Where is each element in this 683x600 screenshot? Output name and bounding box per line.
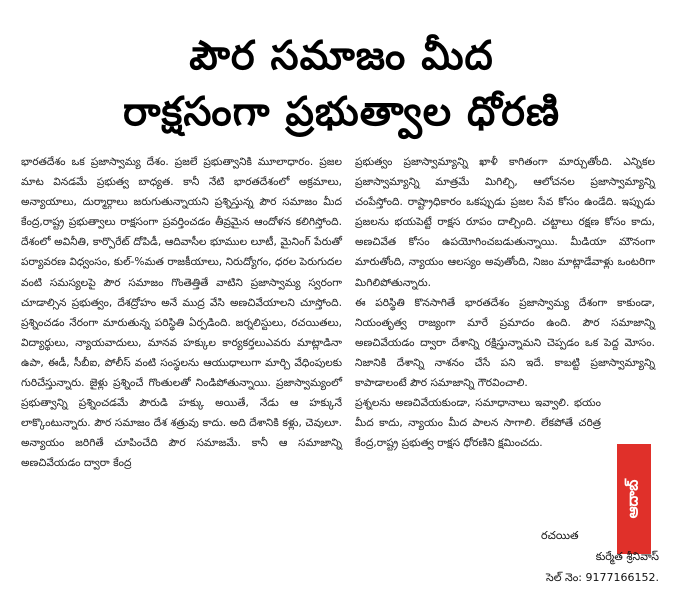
right-column-paragraph-3: ప్రశ్నలను అణచివేయకుండా, సమాధానాలు ఇవ్వాలి. భయం మీద కాదు, న్యాయం మీద పాలన సాగాలి. లేకపోతే చరిత్ర కేంద్ర,రాష్ట్ర ప్రభుత్వ రాక్షస ధోరణిని క్షమించదు. (355, 397, 601, 450)
author-phone: సెల్ నెం: 9177166152. (545, 571, 659, 584)
article-right-column (355, 152, 655, 453)
left-column-text: భారతదేశం ఒక ప్రజాస్వామ్య దేశం. ప్రజలే ప్రభుత్వానికి మూలాధారం. ప్రజల మాట వినడమే ప్రభుత్వ బాధ్యత. కానీ నేటి భారతదేశంలో అక్రమాలు, అన్యాయాలు, దుర్మార్గాలు జరుగుతున్నాయని ప్రశ్నిస్తున్న పౌర సమాజం మీద కేంద్ర,రాష్ట్ర ప్రభుత్వాలు రాక్షసంగా ప్రవర్తించడం తీవ్రమైన ఆందోళన కలిగిస్తోంది. దేశంలో అవినీతి, కార్పొరేట్ దోపిడీ, ఆదివాసీల భూముల లూటీ, మైనింగ్ పేరుతో పర్యావరణ విధ్వంసం, కుల్‌-%మత రాజకీయాలు, నిరుద్యోగం, ధరల పెరుగుదల వంటి సమస్యలపై పౌర సమాజం గొంతెత్తితే వాటిని ప్రజాస్వామ్య స్వరంగా చూడాల్సిన ప్రభుత్వం, దేశద్రోహం అనే ముద్ర వేసి అణచివేయాలని చూస్తోంది. ప్రశ్నించడం నేరంగా మారుతున్న పరిస్థితి ఏర్పడింది. జర్నలిస్టులు, రచయితలు, విద్యార్థులు, న్యాయవాదులు, మానవ హక్కుల కార్యకర్తలుఎవరు మాట్లాడినా ఉపా, ఈడీ, సీబీఐ, పోలీస్ వంటి సంస్థలను ఆయుధాలుగా మార్చి వేధింపులకు గురిచేస్తున్నారు. జైళ్లు ప్రశ్నించే గొంతులతో నిండిపోతున్నాయి. ప్రజాస్వామ్యంలో ప్రభుత్వాన్ని ప్రశ్నించడమే పౌరుడి హక్కు అయితే, నేడు ఆ హక్కునే లాక్కొంటున్నారు. పౌర సమాజం దేశ శత్రువు కాదు. అది దేశానికి కళ్లు, చెవులూ. అన్యాయం జరిగితే చూపించేది పౌర సమాజమే. కానీ ఆ సమాజాన్ని అణచివేయడం ద్వారా కేంద్ర (21, 156, 342, 470)
right-column-paragraph-1: ప్రభుత్వం ప్రజాస్వామ్యాన్ని ఖాళీ కాగితంగా మార్చుతోంది. ఎన్నికల ప్రజాస్వామ్యాన్ని మాత్రమే మిగిల్చి, ఆలోచనల ప్రజాస్వామ్యాన్ని చంపేస్తోంది. రాష్ట్రాధికారం ఒకప్పుడు ప్రజల సేవ కోసం ఉండేది. ఇప్పుడు ప్రజలను భయపెట్టే రాక్షస రూపం దాల్చింది. చట్టాలు రక్షణ కోసం కాదు, అణచివేత కోసం ఉపయోగించబడుతున్నాయి. మీడియా మౌనంగా మారుతోంది, న్యాయం ఆలస్యం అవుతోంది, నిజం మాట్లాడేవాళ్లు ఒంటరిగా మిగిలిపోతున్నారు. (355, 156, 655, 289)
byline (469, 525, 659, 588)
right-column-paragraph-2: ఈ పరిస్థితి కొనసాగితే భారతదేశం ప్రజాస్వామ్య దేశంగా కాకుండా, నియంతృత్వ రాజ్యంగా మారే ప్రమాదం ఉంది. పౌర సమాజాన్ని అణచివేయడం ద్వారా దేశాన్ని రక్షిస్తున్నామని చెప్పడం ఒక పెద్ద మోసం. నిజానికి దేశాన్ని నాశనం చేసే పని ఇదే. కాబట్టి ప్రజాస్వామ్యాన్ని కాపాడాలంటే పౌర సమాజాన్ని గౌరవించాలి. (355, 296, 655, 390)
headline-line-2: రాక్షసంగా ప్రభుత్వాల ధోరణి (122, 89, 561, 135)
author-name: కుర్మేత శ్రీనివాస్ (595, 550, 659, 563)
headline-line-1: పౌర సమాజం మీద (189, 33, 494, 79)
logo-text: ఆదాబ్ (623, 479, 642, 519)
article-left-column (21, 152, 342, 474)
author-role: రచయిత (541, 529, 579, 542)
